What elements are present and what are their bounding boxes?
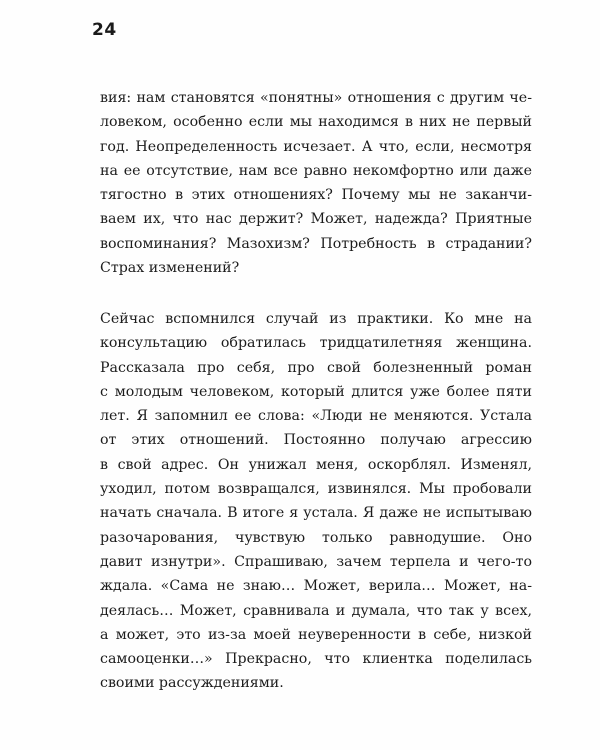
- text-line: Сейчас вспомнился случай из практики. Ко мне на: [100, 311, 532, 327]
- text-line: вия: нам становятся «понятны» отношения с другим че-: [100, 90, 532, 106]
- text-line: ждала. «Сама не знаю… Может, верила… Может, на-: [100, 578, 532, 595]
- paragraph-2: [100, 307, 532, 696]
- text-line: Рассказала про себя, про свой болезненный роман: [100, 359, 532, 376]
- text-line: лет. Я запомнил ее слова: «Люди не меняются. Устала: [100, 408, 532, 425]
- text-line: разочарования, чувствую только равнодушие. Оно: [100, 529, 532, 546]
- text-line: тягостно в этих отношениях? Почему мы не заканчи-: [100, 187, 532, 204]
- text-line: ваем их, что нас держит? Может, надежда? Приятные: [100, 211, 532, 228]
- page-number: 24: [92, 20, 117, 40]
- text-line: уходил, потом возвращался, извинялся. Мы пробовали: [100, 481, 532, 498]
- text-line: Страх изменений?: [100, 260, 240, 277]
- text-line: с молодым человеком, который длится уже более пяти: [100, 383, 532, 400]
- text-line: ловеком, особенно если мы находимся в них не первый: [100, 114, 532, 131]
- text-line: давит изнутри». Спрашиваю, зачем терпела и чего-то: [100, 553, 532, 570]
- text-line: воспоминания? Мазохизм? Потребность в страдании?: [100, 235, 532, 252]
- text-line: от этих отношений. Постоянно получаю агрессию: [100, 432, 532, 449]
- text-line: а может, это из-за моей неуверенности в себе, низкой: [100, 626, 532, 643]
- text-line: деялась… Может, сравнивала и думала, что так у всех,: [100, 602, 532, 619]
- text-line: начать сначала. В итоге я устала. Я даже не испытываю: [100, 505, 532, 522]
- text-line: год. Неопределенность исчезает. А что, если, несмотря: [100, 138, 532, 155]
- text-line: консультацию обратилась тридцатилетняя женщина.: [100, 335, 532, 352]
- text-line: в свой адрес. Он унижал меня, оскорблял. Изменял,: [100, 456, 532, 473]
- text-line: самооценки…» Прекрасно, что клиентка поделилась: [100, 651, 532, 668]
- text-line: своими рассуждениями.: [100, 675, 284, 692]
- paragraph-1: [100, 86, 532, 280]
- text-line: на ее отсутствие, нам все равно некомфортно или даже: [100, 162, 532, 179]
